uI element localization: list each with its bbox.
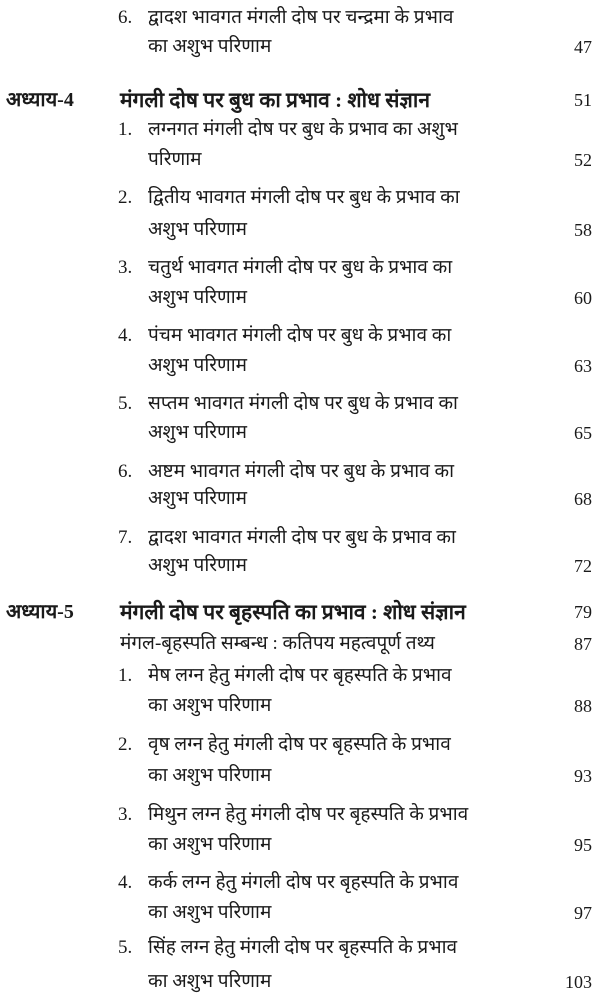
item-page-number: 63: [574, 356, 592, 376]
item-title-line2: का अशुभ परिणाम: [148, 834, 272, 855]
item-title-line2: का अशुभ परिणाम: [148, 695, 272, 716]
item-title-line1: मिथुन लग्न हेतु मंगली दोष पर बृहस्पति के प्रभाव: [148, 804, 469, 825]
item-number: 3.: [118, 804, 133, 825]
item-title-line2: परिणाम: [148, 149, 202, 170]
item-title-line1: मेष लग्न हेतु मंगली दोष पर बृहस्पति के प्रभाव: [148, 665, 452, 686]
item-number: 6.: [118, 461, 133, 482]
item-page-number: 58: [574, 220, 592, 240]
item-page-number: 65: [574, 423, 592, 443]
item-title-line1: लग्नगत मंगली दोष पर बुध के प्रभाव का अशुभ: [148, 119, 458, 140]
subheading-page-number: 87: [574, 634, 592, 654]
item-page-number: 97: [574, 903, 592, 923]
item-number: 2.: [118, 187, 133, 208]
item-title-line2: अशुभ परिणाम: [148, 488, 248, 509]
chapter-page-number: 51: [574, 90, 592, 110]
item-number: 7.: [118, 527, 133, 548]
item-title-line1: सिंह लग्न हेतु मंगली दोष पर बृहस्पति के प्रभाव: [148, 937, 458, 958]
item-number: 1.: [118, 119, 133, 140]
item-title-line2: अशुभ परिणाम: [148, 422, 248, 443]
item-title-line2: अशुभ परिणाम: [148, 555, 248, 576]
item-title-line1: पंचम भावगत मंगली दोष पर बुध के प्रभाव का: [148, 325, 452, 346]
item-title-line2: का अशुभ परिणाम: [148, 902, 272, 923]
item-page-number: 95: [574, 835, 592, 855]
item-title-line1: वृष लग्न हेतु मंगली दोष पर बृहस्पति के प्रभाव: [148, 734, 451, 755]
item-number: 5.: [118, 937, 133, 958]
item-title-line1: सप्तम भावगत मंगली दोष पर बुध के प्रभाव का: [148, 393, 458, 414]
item-page-number: 88: [574, 696, 592, 716]
item-page-number: 68: [574, 489, 592, 509]
item-title-line2: अशुभ परिणाम: [148, 355, 248, 376]
item-page-number: 93: [574, 766, 592, 786]
item-number: 3.: [118, 257, 133, 278]
item-title-line1: द्वादश भावगत मंगली दोष पर बुध के प्रभाव का: [148, 527, 456, 548]
item-number: 6.: [118, 7, 133, 28]
item-title-line2: का अशुभ परिणाम: [148, 36, 272, 57]
item-title-line1: चतुर्थ भावगत मंगली दोष पर बुध के प्रभाव का: [148, 257, 453, 278]
item-number: 1.: [118, 665, 133, 686]
item-title-line1: कर्क लग्न हेतु मंगली दोष पर बृहस्पति के प्रभाव: [148, 872, 459, 893]
subheading: मंगल-बृहस्पति सम्बन्ध : कतिपय महत्वपूर्ण तथ्य: [120, 633, 435, 654]
item-title-line1: द्वादश भावगत मंगली दोष पर चन्द्रमा के प्रभाव: [148, 7, 454, 28]
chapter-title: मंगली दोष पर बुध का प्रभाव : शोध संज्ञान: [120, 88, 430, 112]
item-title-line1: अष्टम भावगत मंगली दोष पर बुध के प्रभाव का: [148, 461, 455, 482]
chapter-title: मंगली दोष पर बृहस्पति का प्रभाव : शोध संज्ञान: [120, 600, 466, 624]
item-page-number: 103: [565, 972, 592, 992]
item-number: 4.: [118, 325, 133, 346]
chapter-label: अध्याय-5: [6, 601, 74, 623]
item-number: 2.: [118, 734, 133, 755]
item-page-number: 72: [574, 556, 592, 576]
item-title-line2: का अशुभ परिणाम: [148, 971, 272, 992]
chapter-label: अध्याय-4: [6, 89, 74, 111]
item-page-number: 60: [574, 288, 592, 308]
item-number: 5.: [118, 393, 133, 414]
item-title-line2: अशुभ परिणाम: [148, 287, 248, 308]
item-title-line1: द्वितीय भावगत मंगली दोष पर बुध के प्रभाव का: [148, 187, 460, 208]
item-number: 4.: [118, 872, 133, 893]
item-page-number: 52: [574, 150, 592, 170]
item-title-line2: अशुभ परिणाम: [148, 219, 248, 240]
chapter-page-number: 79: [574, 602, 592, 622]
item-title-line2: का अशुभ परिणाम: [148, 765, 272, 786]
item-page-number: 47: [574, 37, 592, 57]
